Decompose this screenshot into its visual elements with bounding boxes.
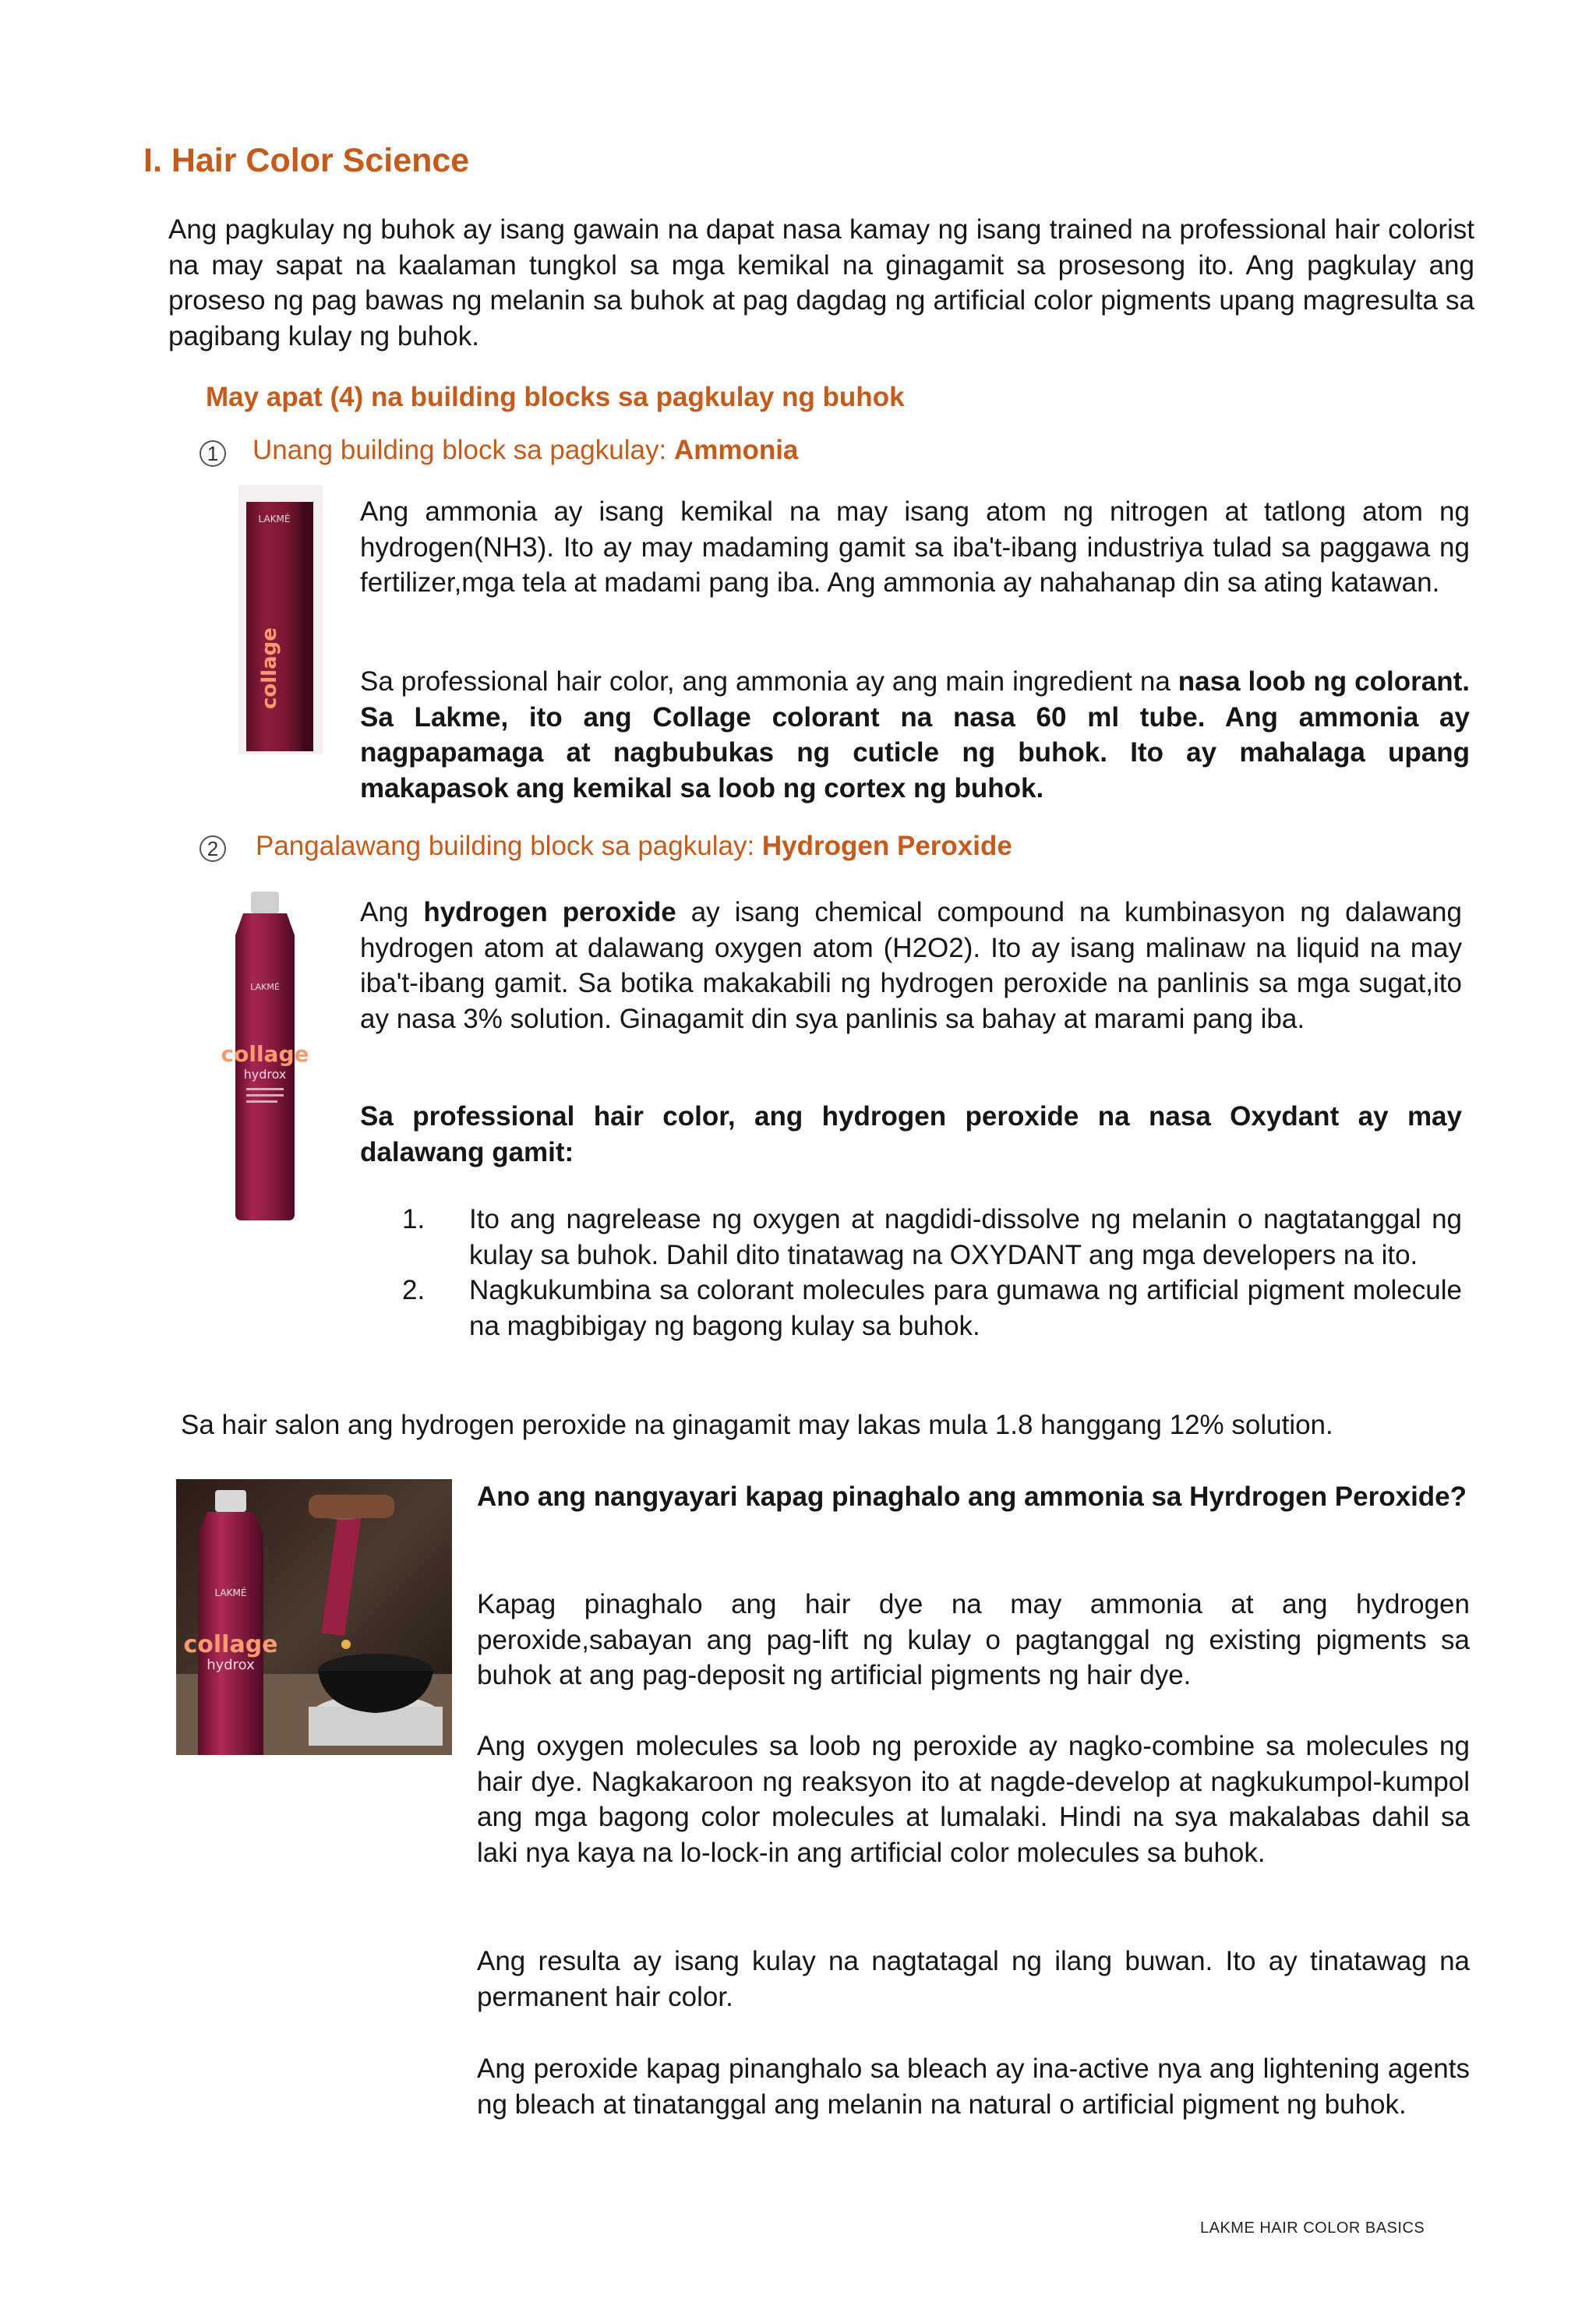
tube-brand-text: LAKMÉ xyxy=(258,514,291,524)
block2-heading: Pangalawang building block sa pagkulay: Hydrogen Peroxide xyxy=(256,831,1012,861)
page-footer: LAKME HAIR COLOR BASICS xyxy=(1200,2219,1425,2237)
peroxide-paragraph-2: Sa professional hair color, ang hydrogen peroxide na nasa Oxydant ay may dalawang gamit: xyxy=(360,1101,1462,1167)
colorant-tube-image xyxy=(234,483,327,756)
mix-paragraph-4: Ang peroxide kapag pinanghalo sa bleach ay ina-active nya ang lightening agents ng bleach at tinatanggal ang melanin na natural o artificial pigment ng buhok. xyxy=(477,2054,1470,2120)
list-item: 2. Nagkukumbina sa colorant molecules para gumawa ng artificial pigment molecule na magbibigay ng bagong kulay sa buhok. xyxy=(402,1275,1462,1341)
ammonia-paragraph-2: Sa professional hair color, ang ammonia ay ang main ingredient na nasa loob ng colorant. Sa Lakme, ito ang Collage colorant na nasa 60 ml tube. Ang ammonia ay nagpapamaga at nagbubukas ng cuticle ng buhok. Ito ay mahalaga upang makapasok ang kemikal sa loob ng cortex ng buhok. xyxy=(360,666,1470,803)
photo-sub-text: hydrox xyxy=(207,1657,255,1673)
bottle-sub-text: hydrox xyxy=(243,1067,287,1082)
ammonia-paragraph-1: Ang ammonia ay isang kemikal na may isang atom ng nitrogen at tatlong atom ng hydrogen(NH3). Ito ay may madaming gamit sa iba't-ibang industriya tulad sa paggawa ng fertilizer,mga tela at madami pang iba. Ang ammonia ay nahahanap din sa ating katawan. xyxy=(360,496,1470,598)
developer-bottle-image xyxy=(220,888,310,1224)
building-blocks-heading: May apat (4) na building blocks sa pagkulay ng buhok xyxy=(206,382,905,412)
list-item: 1. Ito ang nagrelease ng oxygen at nagdidi-dissolve ng melanin o nagtatanggal ng kulay sa buhok. Dahil dito tinatawag na OXYDANT ang mga developers na ito. xyxy=(402,1204,1462,1270)
number-two-icon: 2 xyxy=(200,835,226,862)
salon-note: Sa hair salon ang hydrogen peroxide na ginagamit may lakas mula 1.8 hanggang 12% solution. xyxy=(181,1410,1333,1440)
mix-paragraph-1: Kapag pinaghalo ang hair dye na may ammonia at ang hydrogen peroxide,sabayan ang pag-lift ng kulay o pagtanggal ng existing pigments sa buhok at ang pag-deposit ng artificial pigments ng hair dye. xyxy=(477,1589,1470,1690)
page-title: I. Hair Color Science xyxy=(143,142,470,179)
mix-question: Ano ang nangyayari kapag pinaghalo ang ammonia sa Hyrdrogen Peroxide? xyxy=(477,1481,1467,1512)
mixing-photo xyxy=(176,1479,452,1755)
bottle-product-text: collage xyxy=(221,1041,309,1067)
mix-paragraph-2: Ang oxygen molecules sa loob ng peroxide ay nagko-combine sa molecules ng hair dye. Nagkakaroon ng reaksyon ito at nagde-develop at nagkukumpol-kumpol ang mga bagong color molecules at lumalaki. Hindi na sya makalabas dahil sa laki nya kaya na lo-lock-in ang artificial color molecules sa buhok. xyxy=(477,1731,1470,1868)
intro-paragraph: Ang pagkulay ng buhok ay isang gawain na dapat nasa kamay ng isang trained na professional hair colorist na may sapat na kaalaman tungkol sa mga kemikal na ginagamit sa prosesong ito. Ang pagkulay ang proseso ng pag bawas ng melanin sa buhok at pag dagdag ng artificial color pigments upang magresulta sa pagibang kulay ng buhok. xyxy=(168,214,1474,351)
tube-product-text: collage xyxy=(258,627,281,709)
photo-brand-text: LAKMÉ xyxy=(214,1587,247,1598)
number-one-icon: 1 xyxy=(200,440,226,467)
bottle-brand-text: LAKMÉ xyxy=(250,982,280,992)
photo-product-text: collage xyxy=(183,1631,278,1658)
mix-paragraph-3: Ang resulta ay isang kulay na nagtatagal ng ilang buwan. Ito ay tinatawag na permanent hair color. xyxy=(477,1946,1470,2012)
uses-list xyxy=(402,1202,1462,1344)
peroxide-paragraph-1: Ang hydrogen peroxide ay isang chemical compound na kumbinasyon ng dalawang hydrogen atom at dalawang oxygen atom (H2O2). Ito ay isang malinaw na liquid na may iba't-ibang gamit. Sa botika makakabili ng hydrogen peroxide na panlinis sa mga sugat,ito ay nasa 3% solution. Ginagamit din sya panlinis sa bahay at marami pang iba. xyxy=(360,897,1462,1034)
block1-heading: Unang building block sa pagkulay: Ammonia xyxy=(252,435,799,465)
